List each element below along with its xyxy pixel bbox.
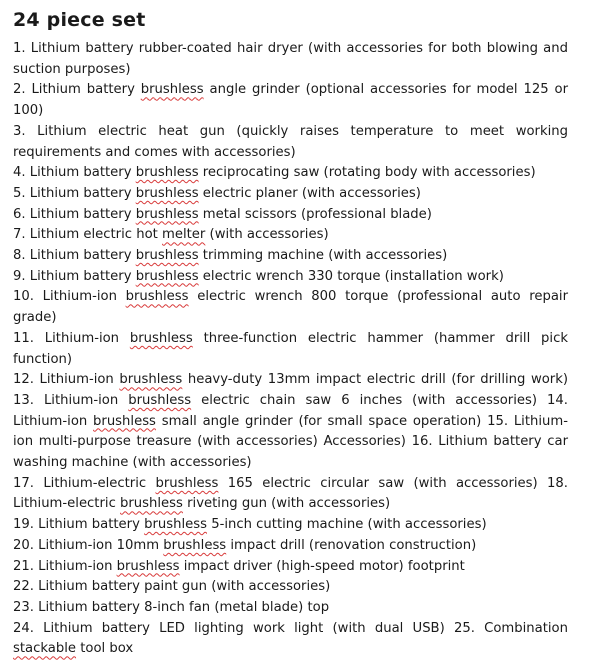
item-text: 19. Lithium battery bbox=[13, 517, 145, 533]
spellcheck-flagged-word: brushless bbox=[135, 248, 199, 264]
list-item bbox=[13, 598, 568, 619]
spellcheck-flagged-word: brushless bbox=[120, 496, 183, 512]
item-text: heavy-duty 13mm impact electric drill (for drilling work) 13. Lithium-ion bbox=[13, 372, 568, 408]
spellcheck-flagged-word: brushless bbox=[135, 185, 199, 201]
item-text: 21. Lithium-ion bbox=[13, 558, 117, 574]
list-item bbox=[13, 329, 568, 370]
item-text: 10. Lithium-ion bbox=[13, 289, 126, 305]
item-text: 5-inch cutting machine (with accessories) bbox=[207, 517, 487, 533]
item-text: metal scissors (professional blade) bbox=[198, 206, 432, 222]
list-item bbox=[13, 577, 568, 598]
spellcheck-flagged-word: brushless bbox=[93, 413, 156, 429]
item-text: electric chain saw 6 inches (with accessories) 14. Lithium-ion bbox=[13, 392, 568, 429]
list-item bbox=[13, 39, 568, 80]
spellcheck-flagged-word: brushless bbox=[135, 165, 199, 181]
spellcheck-flagged-word: brushless bbox=[135, 268, 199, 284]
spellcheck-flagged-word: brushless bbox=[128, 392, 192, 408]
item-text: electric wrench 330 torque (installation work) bbox=[198, 268, 504, 284]
list-item bbox=[13, 536, 568, 557]
item-text: impact drill (renovation construction) bbox=[226, 537, 477, 553]
list-item bbox=[13, 80, 568, 121]
spellcheck-flagged-word: brushless bbox=[135, 206, 199, 222]
item-text: 12. Lithium-ion bbox=[13, 372, 120, 388]
item-text: 17. Lithium-electric bbox=[13, 475, 156, 491]
list-item bbox=[13, 370, 568, 474]
item-text: impact driver (high-speed motor) footprint bbox=[179, 558, 465, 574]
item-text: 4. Lithium battery bbox=[13, 165, 136, 181]
item-text: 20. Lithium-ion 10mm bbox=[13, 537, 164, 553]
spellcheck-flagged-word: brushless bbox=[144, 517, 207, 533]
item-text: (with accessories) bbox=[205, 227, 329, 243]
list-item bbox=[13, 267, 568, 288]
list-item bbox=[13, 246, 568, 267]
spellcheck-flagged-word: brushless bbox=[129, 330, 193, 346]
list-item bbox=[13, 474, 568, 515]
item-text: 5. Lithium battery bbox=[13, 185, 136, 201]
item-text: 8. Lithium battery bbox=[13, 248, 136, 264]
item-text: 6. Lithium battery bbox=[13, 206, 136, 222]
item-text: 3. Lithium electric heat gun (quickly raises temperature to meet working requirements and comes with accessories) bbox=[13, 123, 568, 160]
item-text: 2. Lithium battery bbox=[13, 82, 141, 98]
item-text: 24. Lithium battery LED lighting work light (with dual USB) 25. Combination bbox=[13, 620, 568, 636]
spellcheck-flagged-word: melter bbox=[162, 227, 206, 243]
item-text: reciprocating saw (rotating body with accessories) bbox=[198, 165, 536, 181]
item-text: 23. Lithium battery 8-inch fan (metal blade) top bbox=[13, 599, 330, 615]
page-title: 24 piece set bbox=[13, 9, 146, 31]
item-text: 9. Lithium battery bbox=[13, 268, 136, 284]
spellcheck-flagged-word: stackable bbox=[13, 641, 77, 657]
item-text: 165 electric circular saw (with accessories) 18. Lithium-electric bbox=[13, 475, 568, 512]
item-text: 7. Lithium electric hot bbox=[13, 227, 163, 243]
item-text: 11. Lithium-ion bbox=[13, 330, 130, 346]
item-text: tool box bbox=[76, 641, 134, 657]
list-item bbox=[13, 184, 568, 205]
list-item bbox=[13, 557, 568, 578]
list-item bbox=[13, 287, 568, 328]
item-text: electric planer (with accessories) bbox=[198, 185, 421, 201]
list-item bbox=[13, 205, 568, 226]
item-text: trimming machine (with accessories) bbox=[198, 248, 448, 264]
list-item bbox=[13, 122, 568, 163]
spellcheck-flagged-word: brushless bbox=[140, 82, 204, 98]
spellcheck-flagged-word: brushless bbox=[155, 475, 219, 491]
item-text: riveting gun (with accessories) bbox=[182, 496, 391, 512]
item-text: 22. Lithium battery paint gun (with accessories) bbox=[13, 579, 331, 595]
item-text: three-function electric hammer (hammer drill pick function) bbox=[13, 330, 568, 367]
list-item bbox=[13, 225, 568, 246]
item-text: 1. Lithium battery rubber-coated hair dryer (with accessories for both blowing and suction purposes) bbox=[13, 41, 568, 77]
spellcheck-flagged-word: brushless bbox=[119, 372, 183, 388]
item-text: angle grinder (optional accessories for model 125 or 100) bbox=[13, 82, 568, 119]
item-text: electric wrench 800 torque (professional auto repair grade) bbox=[13, 289, 568, 326]
spellcheck-flagged-word: brushless bbox=[116, 558, 180, 574]
list-item bbox=[13, 163, 568, 184]
spellcheck-flagged-word: brushless bbox=[163, 537, 227, 553]
list-item bbox=[13, 619, 568, 660]
item-text: small angle grinder (for small space operation) 15. Lithium-ion multi-purpose treasure (with accessories) Accessories) 16. Lithium battery car washing machine (with accessories) bbox=[13, 413, 568, 471]
spellcheck-flagged-word: brushless bbox=[125, 289, 189, 305]
item-list bbox=[13, 39, 568, 660]
list-item bbox=[13, 515, 568, 536]
